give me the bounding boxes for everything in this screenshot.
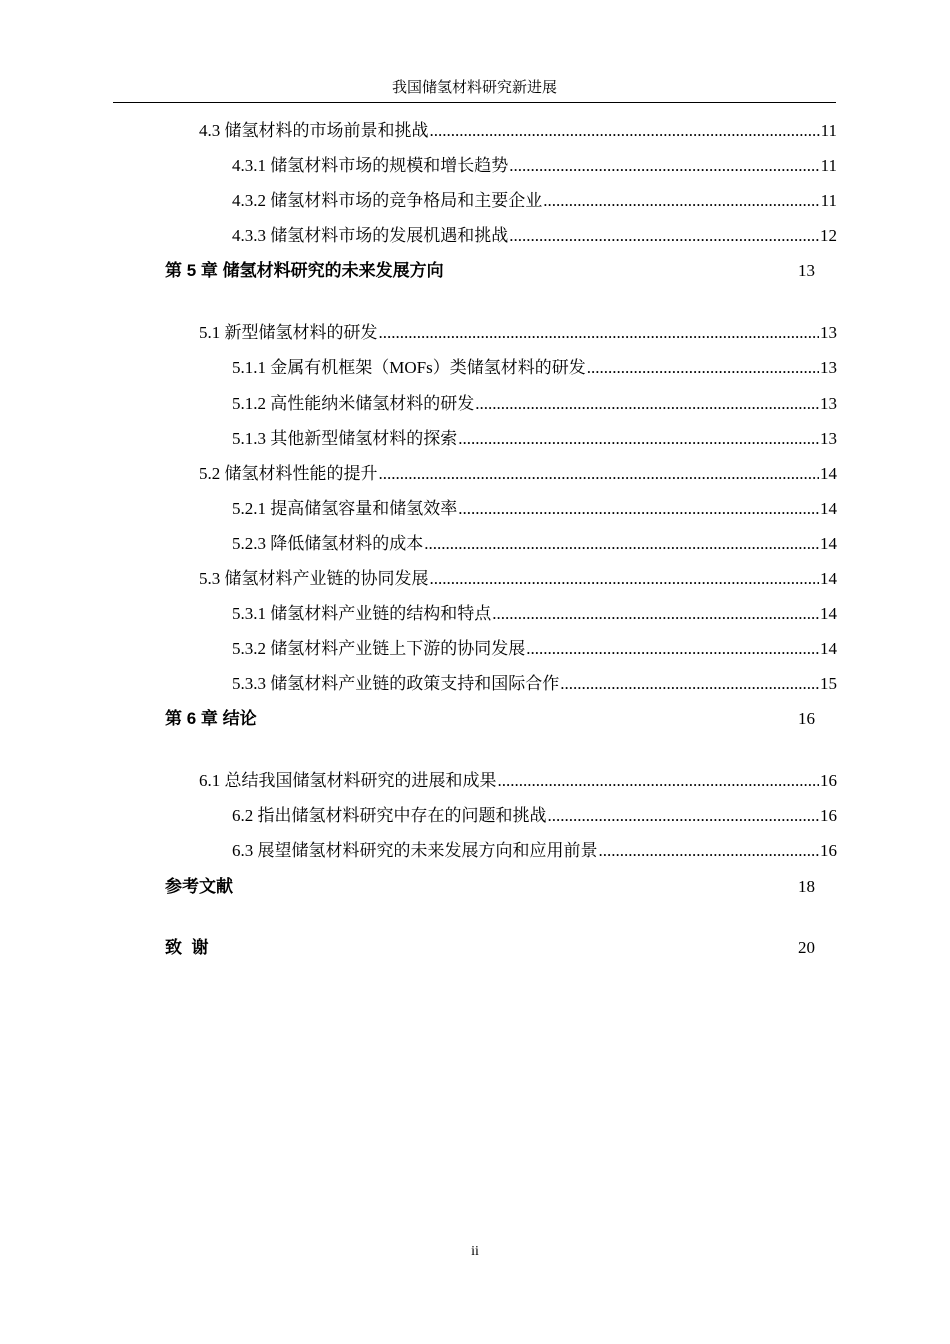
toc-entry-page: 16 [820, 806, 837, 825]
toc-entry-title: 6.1 总结我国储氢材料研究的进展和成果 [199, 771, 497, 790]
toc-entry[interactable] [199, 770, 837, 792]
toc-entry-title: 4.3 储氢材料的市场前景和挑战 [199, 121, 429, 140]
toc-chapter-title: 第 5 章 储氢材料研究的未来发展方向 [165, 261, 444, 280]
toc-entry[interactable] [232, 533, 837, 555]
toc-entry[interactable] [232, 638, 837, 660]
toc-entry[interactable] [199, 120, 837, 142]
toc-entry-page: 14 [820, 569, 837, 588]
toc-entry-title: 4.3.2 储氢材料市场的竞争格局和主要企业 [232, 191, 543, 210]
toc-leader [498, 770, 820, 792]
toc-entry-title: 5.3.1 储氢材料产业链的结构和特点 [232, 604, 492, 623]
toc-entry-title: 6.3 展望储氢材料研究的未来发展方向和应用前景 [232, 841, 598, 860]
toc-leader [430, 568, 820, 590]
toc-entry[interactable] [232, 225, 837, 247]
toc-chapter[interactable] [165, 876, 815, 898]
toc-chapter[interactable] [165, 708, 815, 730]
toc-entry[interactable] [232, 155, 837, 177]
toc-leader [430, 120, 820, 142]
toc-leader [509, 225, 819, 247]
toc-chapter-title: 第 6 章 结论 [165, 709, 257, 728]
toc-leader [548, 805, 820, 827]
toc-entry-page: 16 [820, 771, 837, 790]
toc-entry-title: 5.1.2 高性能纳米储氢材料的研发 [232, 394, 475, 413]
toc-entry[interactable] [199, 568, 837, 590]
toc-leader [587, 357, 819, 379]
toc-leader [509, 155, 819, 177]
toc-chapter[interactable] [165, 937, 815, 959]
toc-leader [543, 190, 819, 212]
toc-chapter-page: 16 [798, 709, 815, 728]
toc-leader [599, 840, 820, 862]
page-number: ii [471, 1244, 479, 1259]
toc-entry[interactable] [232, 357, 837, 379]
toc-entry-page: 14 [820, 534, 837, 553]
toc-entry-page: 14 [820, 499, 837, 518]
toc-leader [424, 533, 819, 555]
toc-chapter-title: 致 谢 [165, 938, 209, 957]
toc-entry-page: 16 [820, 841, 837, 860]
toc-leader [492, 603, 819, 625]
toc-leader [379, 322, 820, 344]
toc-entry-title: 5.2 储氢材料性能的提升 [199, 464, 378, 483]
toc-entry-title: 5.1 新型储氢材料的研发 [199, 323, 378, 342]
toc-entry[interactable] [232, 603, 837, 625]
toc-entry[interactable] [199, 463, 837, 485]
toc-chapter-page: 13 [798, 261, 815, 280]
toc-leader [379, 463, 820, 485]
toc-entry-page: 12 [820, 226, 837, 245]
toc-entry-page: 14 [820, 639, 837, 658]
toc-entry[interactable] [232, 190, 837, 212]
toc-leader [458, 498, 819, 520]
toc-entry[interactable] [232, 840, 837, 862]
toc-entry-page: 14 [820, 464, 837, 483]
toc-entry[interactable] [232, 393, 837, 415]
toc-entry-page: 11 [820, 156, 837, 175]
toc-entry-title: 5.1.3 其他新型储氢材料的探索 [232, 429, 458, 448]
toc-entry-title: 5.2.3 降低储氢材料的成本 [232, 534, 424, 553]
toc-leader [560, 673, 819, 695]
toc-entry-title: 6.2 指出储氢材料研究中存在的问题和挑战 [232, 806, 547, 825]
toc-entry[interactable] [232, 805, 837, 827]
toc-chapter-title: 参考文献 [165, 877, 233, 896]
toc-entry-title: 5.1.1 金属有机框架（MOFs）类储氢材料的研发 [232, 358, 586, 377]
toc-chapter-page: 18 [798, 877, 815, 896]
toc-entry-page: 15 [820, 674, 837, 693]
toc-entry-title: 5.3.3 储氢材料产业链的政策支持和国际合作 [232, 674, 560, 693]
toc-leader [526, 638, 819, 660]
toc-entry-page: 13 [820, 429, 837, 448]
toc-entry-page: 11 [820, 191, 837, 210]
toc-chapter-page: 20 [798, 938, 815, 957]
toc-entry[interactable] [199, 322, 837, 344]
toc-entry-page: 13 [820, 323, 837, 342]
toc-entry-page: 13 [820, 394, 837, 413]
toc-entry-title: 5.2.1 提高储氢容量和储氢效率 [232, 499, 458, 518]
running-header: 我国储氢材料研究新进展 [391, 80, 557, 96]
toc-entry-title: 5.3 储氢材料产业链的协同发展 [199, 569, 429, 588]
toc-entry[interactable] [232, 498, 837, 520]
toc-entry-title: 5.3.2 储氢材料产业链上下游的协同发展 [232, 639, 526, 658]
toc-entry[interactable] [232, 428, 837, 450]
toc-entry-page: 11 [820, 121, 837, 140]
toc-entry-page: 14 [820, 604, 837, 623]
toc-entry-title: 4.3.1 储氢材料市场的规模和增长趋势 [232, 156, 509, 175]
toc-leader [475, 393, 819, 415]
toc-leader [458, 428, 819, 450]
toc-chapter[interactable] [165, 260, 815, 282]
toc-entry-title: 4.3.3 储氢材料市场的发展机遇和挑战 [232, 226, 509, 245]
toc-entry-page: 13 [820, 358, 837, 377]
toc-entry[interactable] [232, 673, 837, 695]
